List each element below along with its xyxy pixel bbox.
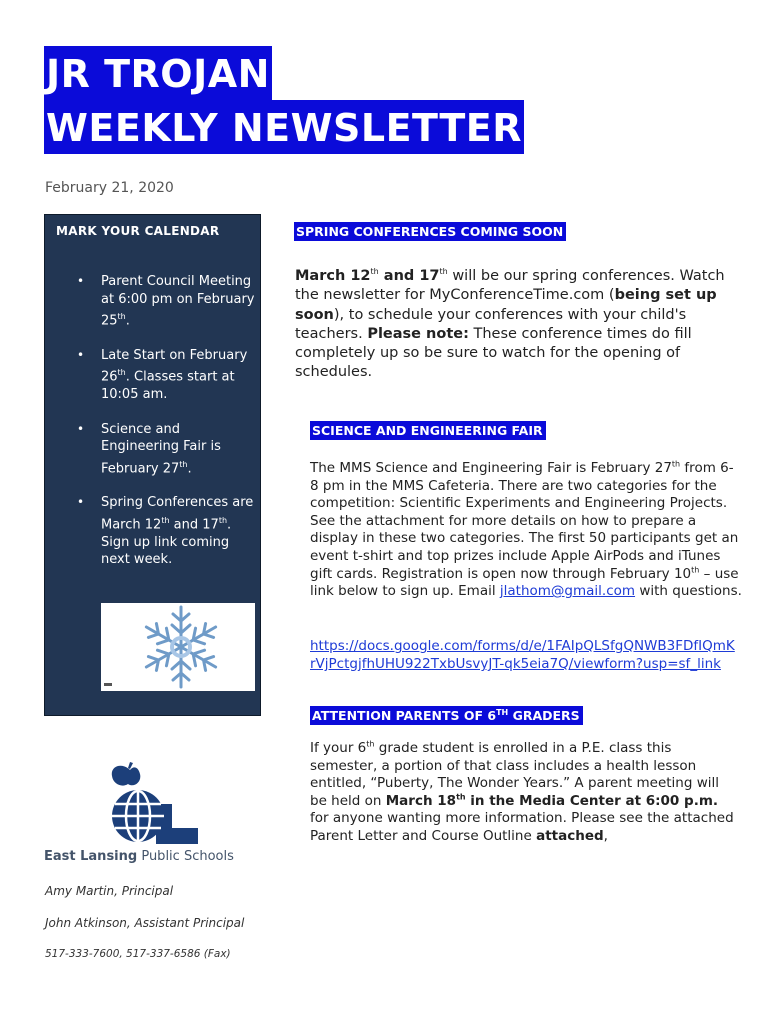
- calendar-item: [75, 273, 255, 330]
- calendar-title: MARK YOUR CALENDAR: [56, 224, 220, 238]
- ordinal-suffix: TH: [496, 708, 509, 717]
- globe-apple-logo-icon: [100, 760, 204, 856]
- attachment-note: attached: [536, 827, 604, 844]
- registration-form-link[interactable]: https://docs.google.com/forms/d/e/1FAIpQLSfgQNWB3FDfIQmKrVjPctgjfhUHU922TxbUsvyJT-qk5eia7Q/viewform?usp=sf_link: [310, 638, 735, 672]
- calendar-list: [75, 273, 255, 586]
- calendar-item-text: Science and Engineering Fair is February 27: [101, 421, 221, 476]
- newsletter-masthead: [44, 46, 524, 154]
- conference-note: Please note:: [367, 325, 469, 342]
- science-text: – use link below to sign up. Email: [310, 565, 739, 600]
- conference-date: and 17: [378, 268, 440, 284]
- ordinal-suffix: th: [370, 267, 379, 277]
- principal-name: Amy Martin, Principal: [45, 884, 174, 898]
- ordinal-suffix: th: [161, 515, 170, 525]
- sixth-grade-parents-text: [310, 740, 740, 846]
- sixth-grade-parents-heading: [310, 706, 583, 725]
- bullet-icon: •: [77, 274, 85, 288]
- calendar-sidebar: [44, 214, 261, 716]
- assistant-principal-name: John Atkinson, Assistant Principal: [45, 916, 245, 930]
- spring-conferences-text: [295, 267, 735, 383]
- meeting-location: in the Media Center at 6:00 p.m.: [465, 792, 719, 809]
- parents-text: grade student is enrolled in a P.E. class this semester, a portion of that class includes a health lesson entitled, “Puberty, The Wonder Years.” A parent meeting will be held on: [310, 740, 720, 809]
- conference-text: will be our spring conferences. Watch the newsletter for MyConferenceTime.com (: [295, 268, 725, 304]
- bullet-icon: •: [77, 495, 85, 510]
- science-fair-heading: SCIENCE AND ENGINEERING FAIR: [310, 421, 546, 440]
- conference-emphasis: being set up soon: [295, 287, 717, 323]
- newsletter-date: February 21, 2020: [45, 180, 174, 196]
- masthead-line-2: WEEKLY NEWSLETTER: [44, 100, 524, 154]
- district-name: [44, 849, 234, 864]
- parents-text: for anyone wanting more information. Please see the attached Parent Letter and Course Outline: [310, 810, 734, 844]
- contact-email-link[interactable]: jlathom@gmail.com: [499, 583, 636, 600]
- science-fair-text: [310, 460, 742, 601]
- bullet-icon: •: [77, 421, 85, 436]
- calendar-item-text: Late Start on February 26: [101, 347, 248, 385]
- district-name-rest: Public Schools: [137, 849, 234, 864]
- masthead-line-1: JR TROJAN: [44, 46, 272, 100]
- calendar-item-text: Spring Conferences are March 12: [101, 495, 254, 533]
- heading-text: ATTENTION PARENTS OF 6: [312, 708, 497, 724]
- ordinal-suffix: th: [691, 565, 700, 575]
- science-text: The MMS Science and Engineering Fair is February 27: [310, 460, 672, 476]
- snowflake-icon: [101, 603, 255, 691]
- conference-date: March 12: [295, 268, 371, 284]
- district-name-bold: East Lansing: [44, 849, 138, 864]
- calendar-item-text: and: [169, 517, 203, 533]
- conference-text: ), to schedule your conferences with your child's teachers.: [295, 306, 687, 342]
- ordinal-suffix: th: [117, 368, 126, 378]
- calendar-item-text: .: [187, 460, 192, 476]
- ordinal-suffix: th: [179, 459, 188, 469]
- science-text: with questions.: [635, 583, 742, 600]
- ordinal-suffix: th: [671, 459, 681, 469]
- ordinal-suffix: th: [218, 515, 228, 525]
- ordinal-suffix: th: [117, 312, 126, 321]
- parents-text: ,: [603, 827, 608, 844]
- science-text: from 6-8 pm in the MMS Cafeteria. There are two categories for the competition: Scientific Experiments and Engineering Projects. See the attachment for more details on how to prepare a display in these two categories. The first 50 participants get an event t-shirt and top prizes include Apple AirPods and iTunes gift cards. Registration is open now through February 10: [310, 460, 739, 582]
- phone-numbers: 517-333-7600, 517-337-6586 (Fax): [45, 948, 231, 960]
- calendar-item-text: .: [125, 313, 130, 329]
- calendar-item-text: . Classes start at 10:05 am.: [101, 369, 235, 403]
- ordinal-suffix: th: [456, 792, 466, 802]
- snowflake-image: [101, 603, 255, 691]
- calendar-item-text: 17: [202, 517, 219, 533]
- calendar-item-text: Parent Council Meeting at 6:00 pm on February 25: [101, 274, 255, 329]
- meeting-date: March 18: [385, 792, 457, 809]
- parents-text: If your 6: [310, 740, 367, 756]
- spring-conferences-heading: SPRING CONFERENCES COMING SOON: [294, 222, 566, 241]
- ordinal-suffix: th: [366, 739, 375, 749]
- calendar-item: [75, 347, 255, 404]
- bullet-icon: •: [77, 347, 85, 362]
- heading-text: GRADERS: [508, 708, 580, 724]
- calendar-item: [75, 494, 255, 568]
- conference-text: These conference times do fill completely up so be sure to watch for the opening of schedules.: [295, 325, 692, 381]
- ordinal-suffix: th: [439, 267, 448, 277]
- calendar-item-text: . Sign up link coming next week.: [101, 517, 232, 568]
- calendar-item: [75, 421, 255, 478]
